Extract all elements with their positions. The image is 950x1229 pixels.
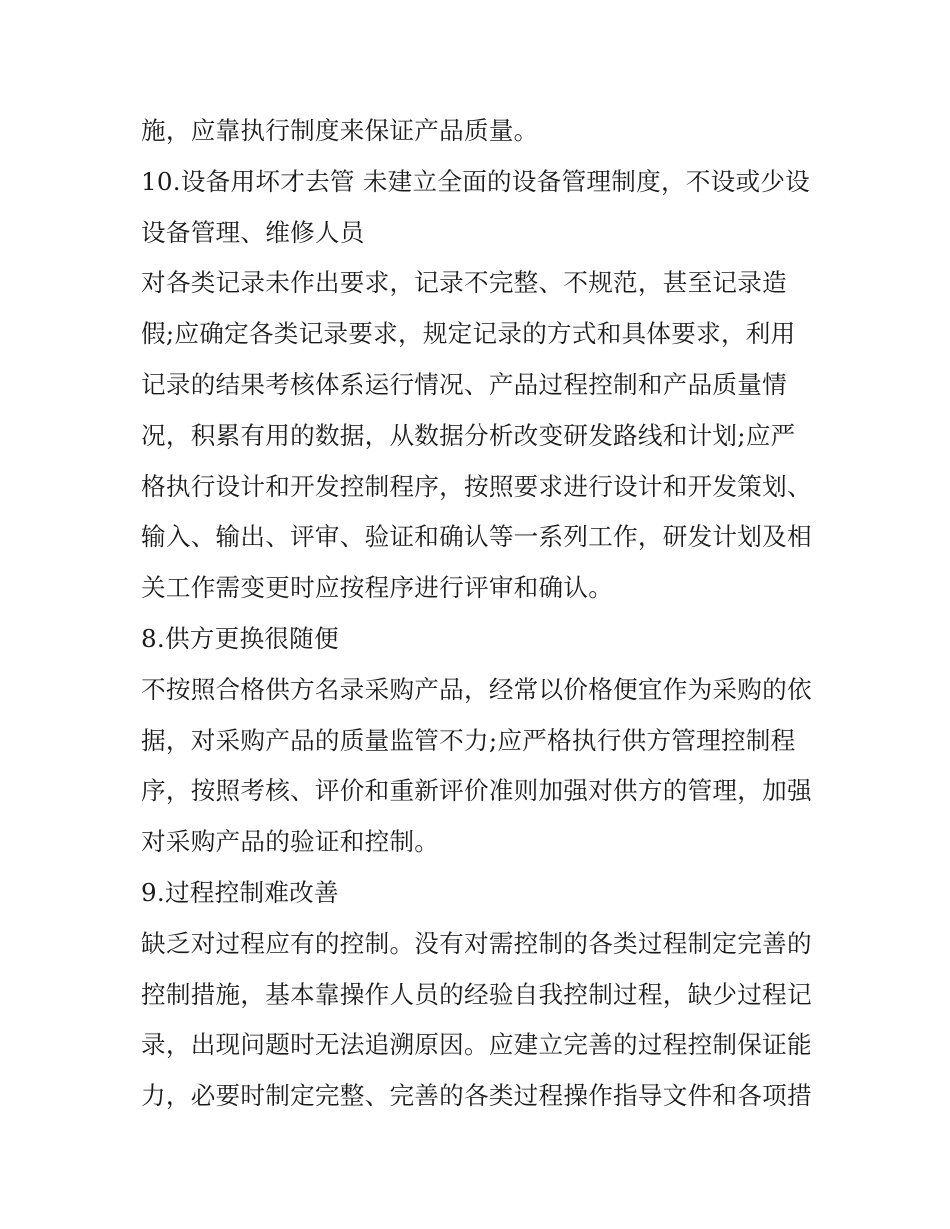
text-line: 对各类记录未作出要求，记录不完整、不规范，甚至记录造	[141, 268, 787, 298]
text-line: 序，按照考核、评价和重新评价准则加强对供方的管理，加强	[141, 776, 812, 806]
section-heading-8: 8.供方更换很随便	[141, 623, 339, 653]
text-line: 不按照合格供方名录采购产品，经常以价格便宜作为采购的依	[141, 674, 812, 704]
text-line: 格执行设计和开发控制程序，按照要求进行设计和开发策划、	[141, 471, 812, 501]
text-line: 记录的结果考核体系运行情况、产品过程控制和产品质量情	[141, 369, 787, 399]
text-line: 据，对采购产品的质量监管不力;应严格执行供方管理控制程	[141, 725, 796, 755]
text-line: 设备管理、维修人员	[141, 217, 365, 247]
text-line: 力，必要时制定完整、完善的各类过程操作指导文件和各项措	[141, 1081, 812, 1111]
text-line: 缺乏对过程应有的控制。没有对需控制的各类过程制定完善的	[141, 928, 812, 958]
text-line: 输入、输出、评审、验证和确认等一系列工作，研发计划及相	[141, 522, 812, 552]
text-line: 施，应靠执行制度来保证产品质量。	[141, 116, 539, 145]
section-heading-10: 10.设备用坏才去管 未建立全面的设备管理制度，不设或少设	[141, 166, 811, 196]
text-line: 况，积累有用的数据，从数据分析改变研发路线和计划;应严	[141, 420, 796, 450]
text-line: 假;应确定各类记录要求，规定记录的方式和具体要求，利用	[141, 319, 796, 349]
text-line: 关工作需变更时应按程序进行评审和确认。	[141, 573, 614, 603]
section-heading-9: 9.过程控制难改善	[141, 877, 339, 907]
text-line: 控制措施，基本靠操作人员的经验自我控制过程，缺少过程记	[141, 979, 812, 1009]
text-line: 录，出现问题时无法追溯原因。应建立完善的过程控制保证能	[141, 1030, 812, 1060]
text-line: 对采购产品的验证和控制。	[141, 827, 440, 857]
document-body	[141, 106, 821, 1122]
